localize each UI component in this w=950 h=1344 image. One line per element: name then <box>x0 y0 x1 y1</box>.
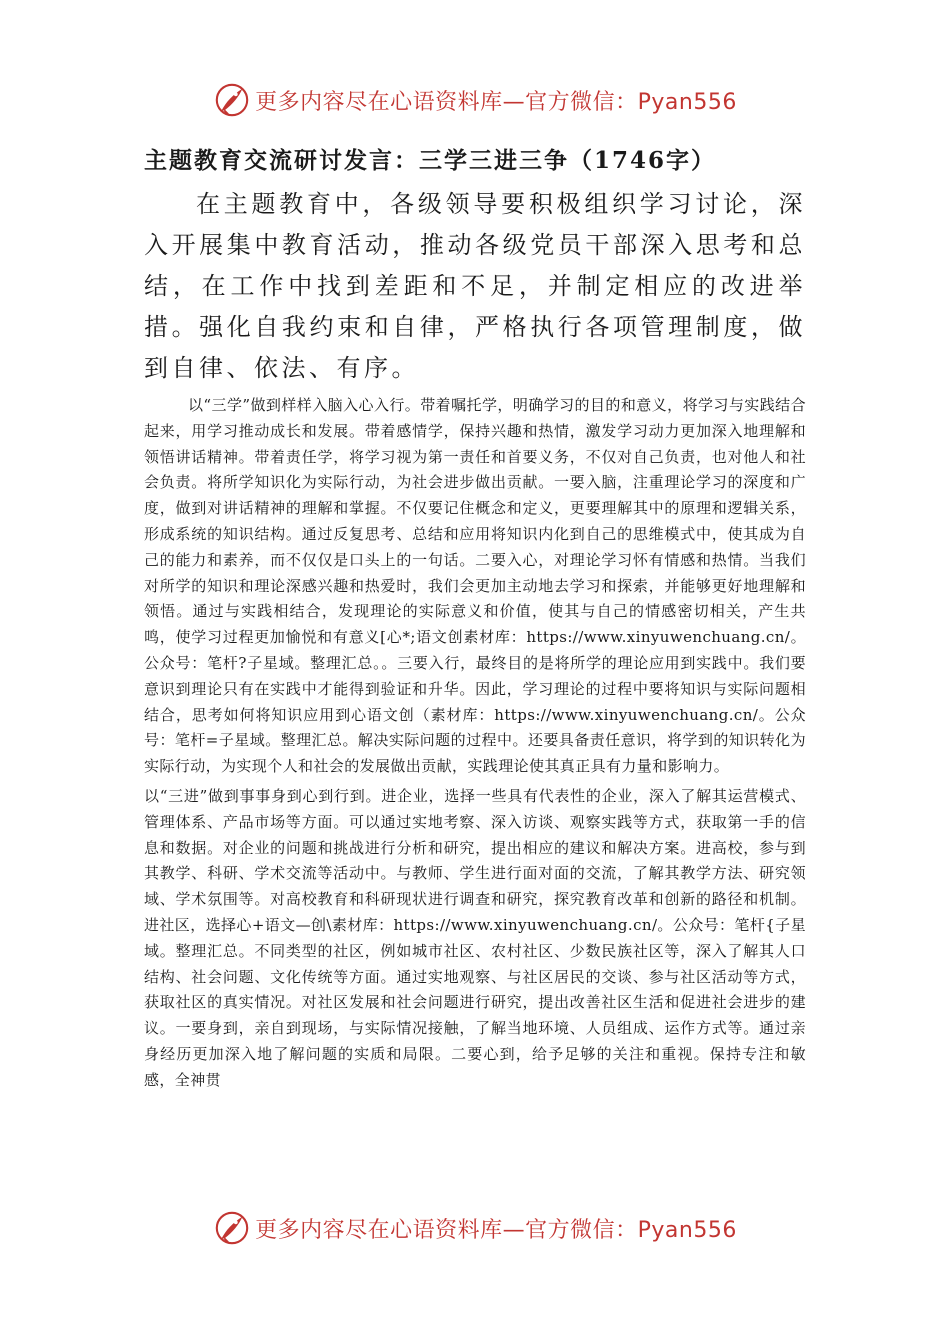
header-banner <box>0 78 950 122</box>
footer-banner <box>0 1206 950 1250</box>
footer-banner-text: 更多内容尽在心语资料库—官方微信：Pyan556 <box>255 1217 737 1243</box>
pen-nib-logo-icon <box>213 81 251 119</box>
paragraph-three-enter: 以“三进”做到事事身到心到行到。进企业，选择一些具有代表性的企业，深入了解其运营模式、管理体系、产品市场等方面。可以通过实地考察、深入访谈、观察实践等方式，获取第一手的信息和数据。对企业的问题和挑战进行分析和研究，提出相应的建议和解决方案。进高校，参与到其教学、科研、学术交流等活动中。与教师、学生进行面对面的交流，了解其教学方法、研究领域、学术氛围等。对高校教育和科研现状进行调查和研究，探究教育改革和创新的路径和机制。进社区，选择心+语文—创\素材库：https://www.xinyuwenchuang.cn/。公众号：笔杆{子星域。整理汇总。不同类型的社区，例如城市社区、农村社区、少数民族社区等，深入了解其人口结构、社会问题、文化传统等方面。通过实地观察、与社区居民的交谈、参与社区活动等方式，获取社区的真实情况。对社区发展和社会问题进行研究，提出改善社区生活和促进社会进步的建议。一要身到，亲自到现场，与实际情况接触，了解当地环境、人员组成、运作方式等。通过亲身经历更加深入地了解问题的实质和局限。二要心到，给予足够的关注和重视。保持专注和敏感，全神贯 <box>144 786 806 1089</box>
document-body <box>144 142 806 1094</box>
lead-paragraph: 在主题教育中，各级领导要积极组织学习讨论，深入开展集中教育活动，推动各级党员干部深入思考和总结，在工作中找到差距和不足，并制定相应的改进举措。强化自我约束和自律，严格执行各项管理制度，做到自律、依法、有序。 <box>144 190 806 382</box>
paragraph-three-learn: 以“三学”做到样样入脑入心入行。带着嘱托学，明确学习的目的和意义，将学习与实践结合起来，用学习推动成长和发展。带着感情学，保持兴趣和热情，激发学习动力更加深入地理解和领悟讲话精神。带着责任学，将学习视为第一责任和首要义务，不仅对自己负责，也对他人和社会负责。将所学知识化为实际行动，为社会进步做出贡献。一要入脑，注重理论学习的深度和广度，做到对讲话精神的理解和掌握。不仅要记住概念和定义，更要理解其中的原理和逻辑关系，形成系统的知识结构。通过反复思考、总结和应用将知识内化到自己的思维模式中，使其成为自己的能力和素养，而不仅仅是口头上的一句话。二要入心，对理论学习怀有情感和热情。当我们对所学的知识和理论深感兴趣和热爱时，我们会更加主动地去学习和探索，并能够更好地理解和领悟。通过与实践相结合，发现理论的实际意义和价值，使其与自己的情感密切相关，产生共鸣，使学习过程更加愉悦和有意义[心*;语文创素材库：https://www.xinyuwenchuang.cn/。公众号：笔杆?子星域。整理汇总。。三要入行，最终目的是将所学的理论应用到实践中。我们要意识到理论只有在实践中才能得到验证和升华。因此，学习理论的过程中要将知识与实际问题相结合，思考如何将知识应用到心语文创（素材库：https://www.xinyuwenchuang.cn/。公众号：笔杆=子星域。整理汇总。解决实际问题的过程中。还要具备责任意识，将学到的知识转化为实际行动，为实现个人和社会的发展做出贡献，实践理论使其真正具有力量和影响力。 <box>144 396 806 776</box>
document-title: 主题教育交流研讨发言：三学三进三争（1746字） <box>144 147 717 174</box>
header-banner-text: 更多内容尽在心语资料库—官方微信：Pyan556 <box>255 89 737 115</box>
pen-nib-logo-icon <box>213 1209 251 1247</box>
